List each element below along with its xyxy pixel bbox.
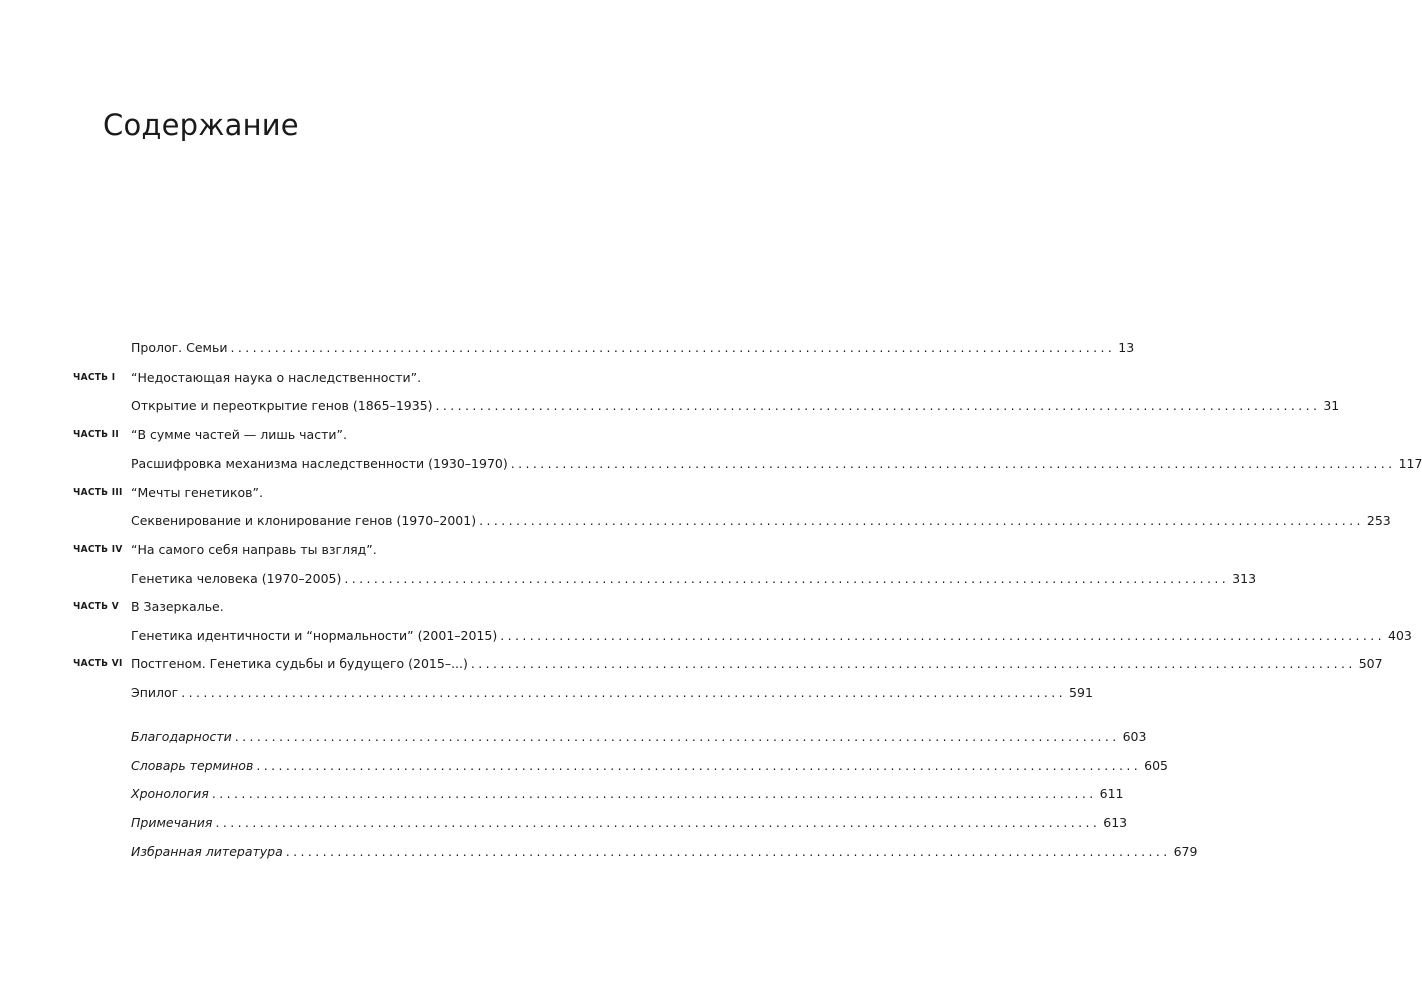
toc-entry[interactable] xyxy=(131,784,1124,804)
toc-dot-leader: ........................................................................................................................ xyxy=(181,685,1067,700)
toc-entry[interactable] xyxy=(131,756,1168,776)
toc-entry[interactable] xyxy=(131,597,540,617)
toc-row xyxy=(0,454,1422,474)
toc-entry-title: Расшифровка механизма наследственности (1930–1970) xyxy=(131,456,508,471)
toc-row xyxy=(0,511,1391,531)
toc-row xyxy=(0,368,644,388)
toc-entry[interactable] xyxy=(131,425,540,445)
toc-page-number: 611 xyxy=(1099,786,1124,801)
toc-row xyxy=(0,540,644,560)
toc-entry[interactable] xyxy=(131,483,540,503)
toc-entry[interactable] xyxy=(131,626,1412,646)
toc-part-label: ЧАСТЬ VI xyxy=(73,658,123,669)
toc-dot-leader: ........................................................................................................................ xyxy=(500,628,1386,643)
toc-page-number: 605 xyxy=(1144,758,1168,773)
toc-entry[interactable] xyxy=(131,511,1391,531)
toc-row xyxy=(0,597,644,617)
toc-entry-title: Словарь терминов xyxy=(131,758,254,773)
toc-dot-leader: ........................................................................................................................ xyxy=(215,815,1101,830)
toc-entry[interactable] xyxy=(131,454,1422,474)
toc-entry-title: “Мечты генетиков”. xyxy=(131,485,264,500)
toc-entry-title: Генетика человека (1970–2005) xyxy=(131,571,342,586)
toc-entry[interactable] xyxy=(131,654,1383,674)
toc-dot-leader: ........................................................................................................................ xyxy=(510,456,1396,471)
toc-row xyxy=(0,756,1168,776)
toc-entry-title: В Зазеркалье. xyxy=(131,599,224,614)
toc-row xyxy=(0,425,644,445)
toc-dot-leader: ........................................................................................................................ xyxy=(344,571,1230,586)
toc-entry-title: Постгеном. Генетика судьбы и будущего (2015–...) xyxy=(131,656,468,671)
toc-row xyxy=(0,626,1412,646)
toc-entry-title: Пролог. Семьи xyxy=(131,340,228,355)
toc-page-number: 679 xyxy=(1173,844,1198,859)
toc-part-label: ЧАСТЬ I xyxy=(73,372,116,383)
toc-entry[interactable] xyxy=(131,813,1128,833)
toc-dot-leader: ........................................................................................................................ xyxy=(234,729,1120,744)
toc-part-label: ЧАСТЬ II xyxy=(73,429,120,440)
toc-dot-leader: ........................................................................................................................ xyxy=(256,758,1142,773)
toc-entry[interactable] xyxy=(131,338,1135,358)
toc-entry[interactable] xyxy=(131,842,1198,862)
toc-entry[interactable] xyxy=(131,569,1257,589)
toc-dot-leader: ........................................................................................................................ xyxy=(285,844,1171,859)
toc-page-number: 507 xyxy=(1358,656,1383,671)
toc-entry-title: “Недостающая наука о наследственности”. xyxy=(131,370,422,385)
toc-row xyxy=(0,784,1124,804)
toc-page-number: 591 xyxy=(1069,685,1093,700)
toc-entry-title: Благодарности xyxy=(131,729,232,744)
toc-dot-leader: ........................................................................................................................ xyxy=(211,786,1097,801)
toc-entry[interactable] xyxy=(131,368,540,388)
toc-row xyxy=(0,483,644,503)
toc-page-number: 117 xyxy=(1398,456,1422,471)
toc-row xyxy=(0,727,1147,747)
toc-page-number: 31 xyxy=(1323,398,1340,413)
toc-row xyxy=(0,569,1257,589)
toc-entry-title: Хронология xyxy=(131,786,209,801)
toc-entry-title: “В сумме частей — лишь части”. xyxy=(131,427,347,442)
toc-entry-title: Открытие и переоткрытие генов (1865–1935) xyxy=(131,398,433,413)
toc-page-number: 603 xyxy=(1122,729,1147,744)
toc-entry-title: Секвенирование и клонирование генов (1970–2001) xyxy=(131,513,477,528)
toc-entry-title: Эпилог xyxy=(131,685,179,700)
toc-entry-title: “На самого себя направь ты взгляд”. xyxy=(131,542,377,557)
toc-part-label: ЧАСТЬ IV xyxy=(73,544,123,555)
toc-entry[interactable] xyxy=(131,727,1147,747)
toc-row xyxy=(0,813,1128,833)
toc-page-number: 403 xyxy=(1388,628,1412,643)
toc-page-number: 13 xyxy=(1118,340,1135,355)
toc-page-number: 253 xyxy=(1366,513,1391,528)
toc-dot-leader: ........................................................................................................................ xyxy=(435,398,1321,413)
page-title: Содержание xyxy=(103,108,299,142)
toc-entry-title: Избранная литература xyxy=(131,844,283,859)
toc-entry[interactable] xyxy=(131,683,1093,703)
toc-part-label: ЧАСТЬ III xyxy=(73,487,123,498)
toc-entry-title: Генетика идентичности и “нормальности” (2001–2015) xyxy=(131,628,498,643)
toc-entry[interactable] xyxy=(131,396,1340,416)
toc-row xyxy=(0,338,1135,358)
toc-page-number: 313 xyxy=(1232,571,1257,586)
toc-row xyxy=(0,396,1340,416)
toc-part-label: ЧАСТЬ V xyxy=(73,601,120,612)
toc-dot-leader: ........................................................................................................................ xyxy=(230,340,1116,355)
toc-entry-title: Примечания xyxy=(131,815,213,830)
toc-row xyxy=(0,683,1093,703)
toc-dot-leader: ........................................................................................................................ xyxy=(479,513,1364,528)
toc-row xyxy=(0,842,1198,862)
toc-entry[interactable] xyxy=(131,540,540,560)
toc-page-number: 613 xyxy=(1103,815,1128,830)
toc-row xyxy=(0,654,1383,674)
toc-dot-leader: ........................................................................................................................ xyxy=(470,656,1356,671)
